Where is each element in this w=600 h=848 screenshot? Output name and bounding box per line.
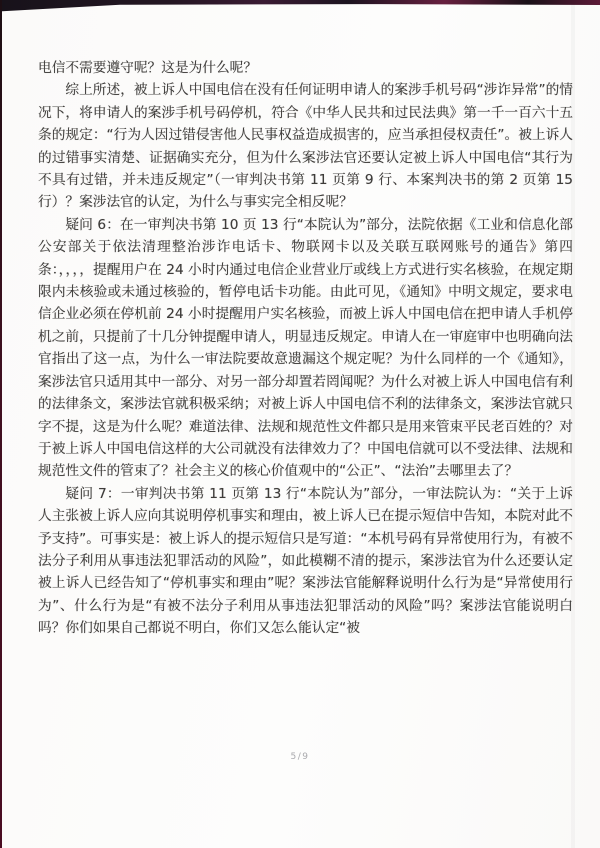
page-number-label: 5/9 — [290, 752, 310, 762]
scan-edge-left — [0, 0, 2, 848]
paragraph-continuation: 电信不需要遵守呢？这是为什么呢？ — [38, 60, 258, 76]
scan-edge-top — [0, 0, 600, 12]
paragraph-summary: 综上所述，被上诉人中国电信在没有任何证明申请人的案涉手机号码“涉诈异常”的情况下，将申请人的案涉手机号码停机，符合《中华人民共和过民法典》第一千一百六十五条的规定：“行为人因过错侵害他人民事权益造成损害的，应当承担侵权责任”。被上诉人的过错事实清楚、证据确实充分，但为什么案涉法官还要认定被上诉人中国电信“其行为不具有过错，并未违反规定”（一审判决书第 11 页第 9 行、本案判决书的第 2 页第 15 行）？案涉法官的认定，为什么与事实完全相反呢？ — [38, 82, 573, 211]
paragraph-question-6: 疑问 6：在一审判决书第 10 页 13 行“本院认为”部分，法院依据《工业和信息化部 公安部关于依法清理整治涉诈电话卡、物联网卡以及关联互联网账号的通告》第四条：，，，，提醒用户在 24 小时内通过电信企业营业厅或线上方式进行实名核验，在规定期限内未核验或未通过核验的，暂停电话卡功能。由此可见，《通知》中明文规定，要求电信企业必须在停机前 24 小时提醒用户实名核验，而被上诉人中国电信在把申请人手机停机之前，只提前了十几分钟提醒申请人，明显违反规定。申请人在一审庭审中也明确向法官指出了这一点，为什么一审法院要故意遗漏这个规定呢？为什么同样的一个《通知》，案涉法官只适用其中一部分、对另一部分却置若罔闻呢？为什么对被上诉人中国电信有利的法律条文，案涉法官就积极采纳；对被上诉人中国电信不利的法律条文，案涉法官就只字不提，这是为什么呢？难道法律、法规和规范性文件都只是用来管束平民老百姓的？对于被上诉人中国电信这样的大公司就没有法律效力了？中国电信就可以不受法律、法规和规范性文件的管束了？社会主义的核心价值观中的“公正”、“法治”去哪里去了？ — [38, 216, 573, 480]
document-text — [38, 57, 573, 640]
paragraph-question-7: 疑问 7：一审判决书第 11 页第 13 行“本院认为”部分，一审法院认为：“关于上诉人主张被上诉人应向其说明停机事实和理由，被上诉人已在提示短信中告知，本院对此不予支持”。可事实是：被上诉人的提示短信只是写道：“本机号码有异常使用行为，有被不法分子利用从事违法犯罪活动的风险”，如此模糊不清的提示，案涉法官为什么还要认定被上诉人已经告知了“停机事实和理由”呢？案涉法官能解释说明什么行为是“异常使用行为”、什么行为是“有被不法分子利用从事违法犯罪活动的风险”吗？案涉法官能说明白吗？你们如果自己都说不明白，你们又怎么能认定“被 — [38, 485, 573, 637]
